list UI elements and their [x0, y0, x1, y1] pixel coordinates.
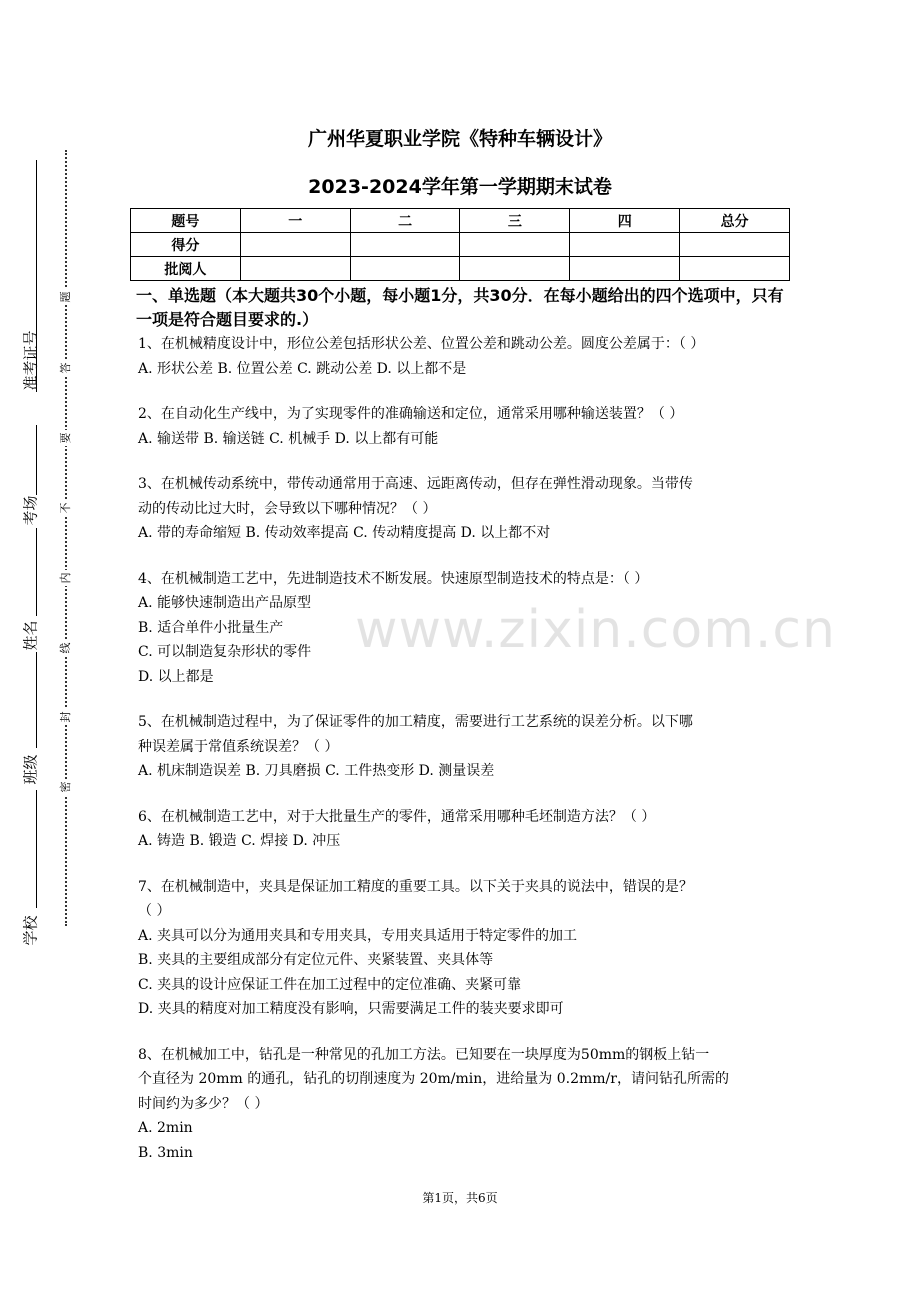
- score-row-label: 得分: [131, 233, 241, 257]
- question-8: [138, 1043, 790, 1166]
- grader-row: [131, 257, 790, 281]
- question-line: C. 可以制造复杂形状的零件: [138, 644, 312, 660]
- question-2: [138, 402, 790, 451]
- score-cell: [570, 233, 680, 257]
- sidebar-line: [36, 790, 37, 908]
- score-table-header-cell: 题号: [131, 209, 241, 233]
- score-table-header-row: [131, 209, 790, 233]
- score-cell: [460, 233, 570, 257]
- question-line: A. 2min: [138, 1120, 193, 1136]
- exam-room-label: 考场: [21, 495, 40, 526]
- question-line: B. 适合单件小批量生产: [138, 619, 284, 636]
- question-line: A. 机床制造误差 B. 刀具磨损 C. 工件热变形 D. 测量误差: [138, 763, 495, 779]
- seal-char: 内: [58, 570, 74, 586]
- seal-char: 答: [58, 360, 74, 376]
- question-line: B. 夹具的主要组成部分有定位元件、夹紧装置、夹具体等: [138, 952, 494, 968]
- question-line: D. 夹具的精度对加工精度没有影响，只需要满足工件的装夹要求即可: [138, 1001, 564, 1017]
- seal-char: 要: [58, 430, 74, 446]
- grader-cell: [570, 257, 680, 281]
- school-label: 学校: [21, 915, 40, 946]
- question-line: 动的传动比过大时，会导致以下哪种情况？（ ）: [138, 500, 437, 517]
- seal-char: 密: [58, 779, 74, 795]
- score-table-header-cell: 一: [240, 209, 350, 233]
- grader-cell: [680, 257, 790, 281]
- question-line: 2、在自动化生产线中，为了实现零件的准确输送和定位，通常采用哪种输送装置？（ ）: [138, 406, 684, 422]
- question-5: [138, 710, 790, 784]
- question-line: 时间约为多少？（ ）: [138, 1095, 269, 1112]
- sidebar-line: [36, 652, 37, 748]
- question-line: 4、在机械制造工艺中，先进制造技术不断发展。快速原型制造技术的特点是：（ ）: [138, 570, 649, 587]
- question-line: 5、在机械制造过程中，为了保证零件的加工精度，需要进行工艺系统的误差分析。以下哪: [138, 714, 693, 730]
- score-cell: [240, 233, 350, 257]
- section-title: 一、单选题（本大题共30个小题，每小题1分，共30分．在每小题给出的四个选项中，只有一项是符合题目要求的.）: [136, 286, 784, 329]
- question-line: A. 铸造 B. 锻造 C. 焊接 D. 冲压: [138, 833, 341, 849]
- question-line: 1、在机械精度设计中，形位公差包括形状公差、位置公差和跳动公差。圆度公差属于：（ ）: [138, 336, 705, 352]
- exam-title-line1: 广州华夏职业学院《特种车辆设计》: [307, 128, 612, 150]
- question-line: （ ）: [138, 903, 171, 919]
- grader-cell: [350, 257, 460, 281]
- page-footer: 第1页，共6页: [422, 1191, 498, 1205]
- exam-id-label: 准考证号: [21, 330, 40, 391]
- question-line: D. 以上都是: [138, 668, 214, 685]
- grader-cell: [460, 257, 570, 281]
- exam-title-line2: 2023-2024学年第一学期期末试卷: [308, 176, 612, 198]
- grader-cell: [240, 257, 350, 281]
- question-line: C. 夹具的设计应保证工件在加工过程中的定位准确、夹紧可靠: [138, 976, 522, 993]
- question-line: 种误差属于常值系统误差？（ ）: [138, 738, 339, 755]
- question-line: A. 能够快速制造出产品原型: [138, 595, 312, 611]
- score-cell: [350, 233, 460, 257]
- seal-char: 不: [58, 500, 74, 516]
- watermark: www.zixin.com.cn: [355, 600, 836, 660]
- score-table-header-cell: 三: [460, 209, 570, 233]
- question-line: A. 输送带 B. 输送链 C. 机械手 D. 以上都有可能: [138, 430, 439, 447]
- question-line: 7、在机械制造中，夹具是保证加工精度的重要工具。以下关于夹具的说法中，错误的是？: [138, 878, 693, 895]
- score-cell: [680, 233, 790, 257]
- question-line: 3、在机械传动系统中，带传动通常用于高速、远距离传动，但存在弹性滑动现象。当带传: [138, 476, 693, 492]
- question-line: A. 带的寿命缩短 B. 传动效率提高 C. 传动精度提高 D. 以上都不对: [138, 525, 551, 541]
- score-row: [131, 233, 790, 257]
- question-line: 8、在机械加工中，钻孔是一种常见的孔加工方法。已知要在一块厚度为50mm的钢板上钻一: [138, 1046, 710, 1063]
- exam-content: [138, 284, 790, 1165]
- score-table-header-cell: 四: [570, 209, 680, 233]
- seal-char: 线: [58, 640, 74, 656]
- seal-char: 题: [58, 289, 74, 305]
- question-4: [138, 567, 790, 690]
- score-table-header-cell: 二: [350, 209, 460, 233]
- grader-row-label: 批阅人: [131, 257, 241, 281]
- question-3: [138, 472, 790, 546]
- question-line: 个直径为 20mm 的通孔，钻孔的切削速度为 20m/min，进给量为 0.2mm/r，请问钻孔所需的: [138, 1071, 729, 1087]
- question-line: B. 3min: [138, 1144, 193, 1161]
- class-label: 班级: [21, 754, 40, 785]
- question-6: [138, 805, 790, 854]
- score-table-header-cell: 总分: [680, 209, 790, 233]
- seal-char: 封: [58, 709, 74, 725]
- question-line: 6、在机械制造工艺中，对于大批量生产的零件，通常采用哪种毛坯制造方法？（ ）: [138, 808, 656, 825]
- seal-dotted-line: [65, 150, 67, 926]
- question-7: [138, 875, 790, 1022]
- score-table: [130, 208, 790, 281]
- question-line: A. 形状公差 B. 位置公差 C. 跳动公差 D. 以上都不是: [138, 360, 467, 377]
- question-line: A. 夹具可以分为通用夹具和专用夹具，专用夹具适用于特定零件的加工: [138, 927, 578, 944]
- name-label: 姓名: [21, 620, 40, 651]
- sidebar-line: [36, 528, 37, 616]
- question-1: [138, 332, 790, 381]
